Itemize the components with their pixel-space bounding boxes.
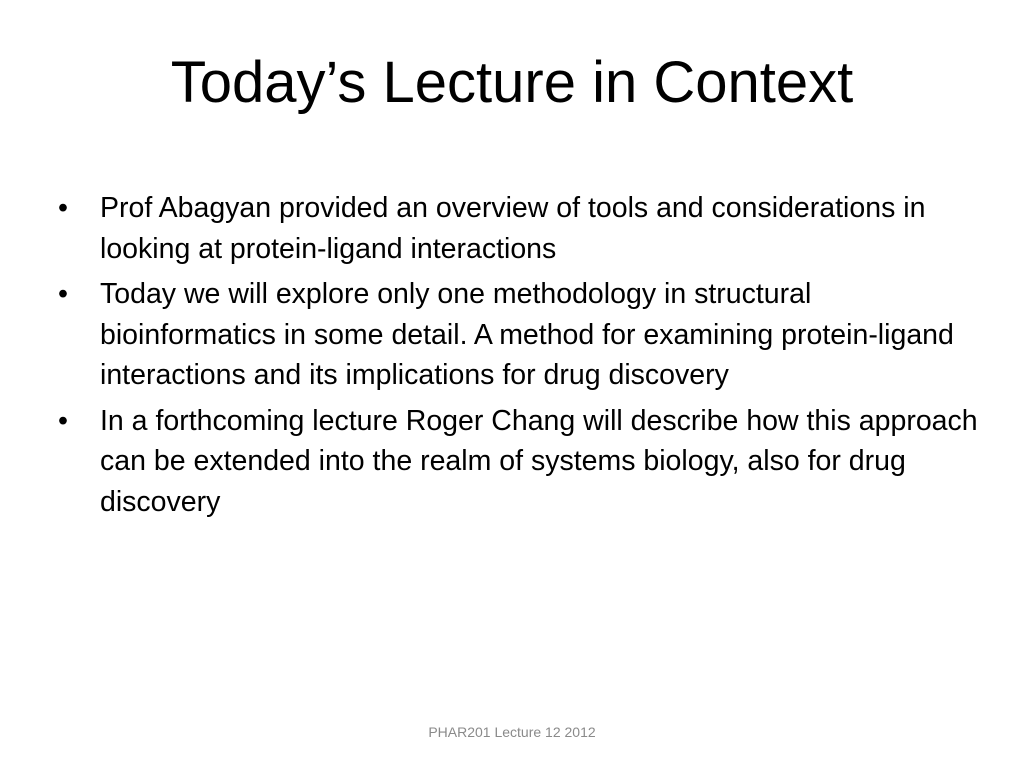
bullet-item bbox=[58, 274, 978, 396]
bullet-item bbox=[58, 401, 978, 523]
bullet-text: In a forthcoming lecture Roger Chang will describe how this approach can be extended into the realm of systems biology, also for drug discovery bbox=[100, 404, 978, 518]
slide-title: Today’s Lecture in Context bbox=[170, 50, 854, 115]
slide-footer: PHAR201 Lecture 12 2012 bbox=[428, 724, 596, 740]
bullet-marker: • bbox=[58, 404, 68, 437]
bullet-list bbox=[58, 188, 978, 527]
bullet-text: Today we will explore only one methodology in structural bioinformatics in some detail. A method for examining protein-ligand interactions and its implications for drug discovery bbox=[100, 278, 954, 391]
bullet-item bbox=[58, 188, 978, 269]
bullet-text: Prof Abagyan provided an overview of tools and considerations in looking at protein-ligand interactions bbox=[100, 192, 926, 265]
bullet-marker: • bbox=[58, 278, 68, 310]
bullet-marker: • bbox=[58, 192, 68, 224]
